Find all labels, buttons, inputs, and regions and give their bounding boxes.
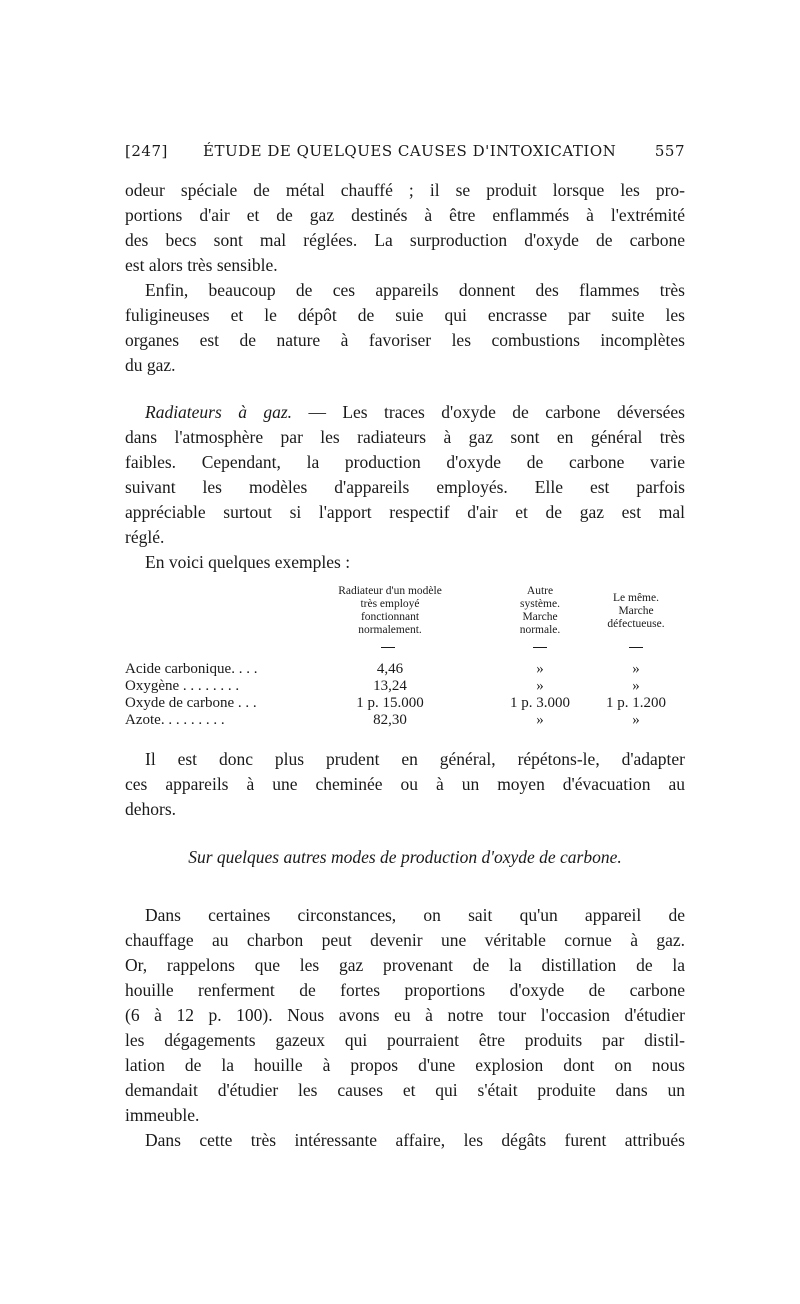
cell-value: » (632, 712, 640, 728)
cell-value: » (536, 678, 544, 694)
text-line: suivant les modèles d'appareils employés. Elle est parfois (125, 477, 685, 497)
running-title: ÉTUDE DE QUELQUES CAUSES D'INTOXICATION (203, 142, 617, 160)
column-header-1: Radiateur d'un modèle très employé fonctionnant normalement. (338, 585, 442, 636)
text-line: houille renferment de fortes proportions d'oxyde de carbone (125, 980, 685, 1000)
section-subheading: Sur quelques autres modes de production d'oxyde de carbone. (188, 847, 622, 867)
text-line: Dans cette très intéressante affaire, les dégâts furent attribués (145, 1130, 685, 1150)
text-line: du gaz. (125, 355, 176, 375)
paragraph-6 (125, 1128, 685, 1153)
page-body (125, 178, 685, 1153)
text-line: lation de la houille à propos d'une explosion dont on nous (125, 1055, 685, 1075)
paragraph-4 (125, 747, 685, 822)
cell-value: » (536, 712, 544, 728)
row-label: Azote. . . . . . . . . (125, 712, 225, 728)
cell-value: » (632, 678, 640, 694)
cell-value: 4,46 (376, 661, 404, 677)
row-label: Oxygène . . . . . . . . (125, 678, 240, 694)
column-rule (381, 647, 395, 648)
column-rule (629, 647, 643, 648)
gas-composition-table (125, 575, 685, 728)
text-line: demandait d'étudier les causes et qui s'était produite dans un (125, 1080, 685, 1100)
row-label: Oxyde de carbone . . . (125, 695, 257, 711)
text-line: organes est de nature à favoriser les combustions incomplètes (125, 330, 685, 350)
inline-heading: Radiateurs à gaz. (145, 402, 293, 422)
text-line: Dans certaines circonstances, on sait qu'un appareil de (145, 905, 685, 925)
text-line (125, 400, 685, 425)
text-line: appréciable surtout si l'apport respectif d'air et de gaz est mal (125, 502, 685, 522)
text-line: Or, rappelons que les gaz provenant de la distillation de la (125, 955, 685, 975)
text-line: est alors très sensible. (125, 255, 278, 275)
text-line: ces appareils à une cheminée ou à un moyen d'évacuation au (125, 774, 685, 794)
text-line: portions d'air et de gaz destinés à être enflammés à l'extrémité (125, 205, 685, 225)
paragraph-5 (125, 903, 685, 1128)
examples-intro: En voici quelques exemples : (145, 552, 351, 572)
text-run: — Les traces d'oxyde de carbone déversées (292, 402, 685, 422)
text-line: Enfin, beaucoup de ces appareils donnent des flammes très (145, 280, 685, 300)
column-rule (533, 647, 547, 648)
text-line: immeuble. (125, 1105, 200, 1125)
text-line: dans l'atmosphère par les radiateurs à gaz sont en général très (125, 427, 685, 447)
column-header-3: Le même. Marche défectueuse. (607, 592, 665, 630)
cell-value: » (632, 661, 640, 677)
text-line: fuligineuses et le dépôt de suie qui encrasse par suite les (125, 305, 685, 325)
cell-value: 82,30 (373, 712, 407, 728)
cell-value: 13,24 (373, 678, 407, 694)
text-line: (6 à 12 p. 100). Nous avons eu à notre tour l'occasion d'étudier (125, 1005, 685, 1025)
cell-value: 1 p. 15.000 (356, 695, 424, 711)
cell-value: » (536, 661, 544, 677)
row-label: Acide carbonique. . . . (125, 661, 258, 677)
text-line: chauffage au charbon peut devenir une véritable cornue à gaz. (125, 930, 685, 950)
text-line: réglé. (125, 527, 165, 547)
text-line: les dégagements gazeux qui pourraient être produits par distil- (125, 1030, 685, 1050)
text-line: dehors. (125, 799, 177, 819)
text-line: faibles. Cependant, la production d'oxyde de carbone varie (125, 452, 685, 472)
paragraph-radiateurs (125, 400, 685, 550)
cell-value: 1 p. 3.000 (510, 695, 570, 711)
section-number: [247] (125, 142, 168, 160)
text-line: odeur spéciale de métal chauffé ; il se produit lorsque les pro- (125, 180, 685, 200)
text-line: Il est donc plus prudent en général, répétons-le, d'adapter (145, 749, 685, 769)
paragraph-2 (125, 278, 685, 378)
page-number: 557 (654, 142, 685, 160)
paragraph-1 (125, 178, 685, 278)
column-header-2: Autre système. Marche normale. (519, 585, 561, 636)
cell-value: 1 p. 1.200 (606, 695, 666, 711)
text-line: des becs sont mal réglées. La surproduction d'oxyde de carbone (125, 230, 685, 250)
